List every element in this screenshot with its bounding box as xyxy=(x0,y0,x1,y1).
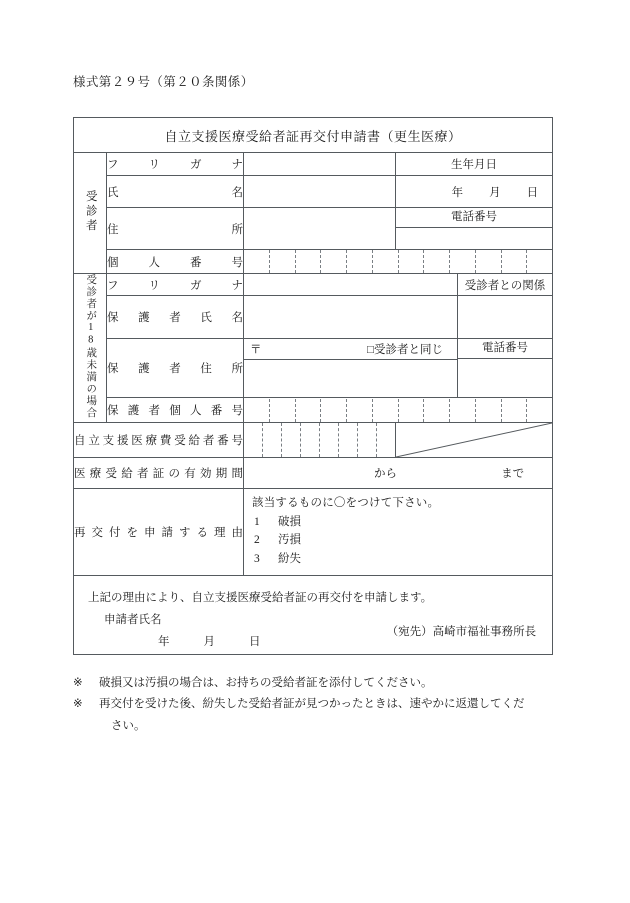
guardian-address-label-text: 保 護 者 住 所 xyxy=(107,363,243,376)
patient-furigana-input[interactable] xyxy=(244,153,396,176)
patient-address-row xyxy=(74,208,553,250)
mynumber-cell[interactable] xyxy=(399,399,425,422)
guardian-side-label xyxy=(74,274,107,423)
validity-period-input[interactable] xyxy=(244,458,553,489)
validity-period-label-text: 医 療 受 給 者 証 の 有 効 期 間 xyxy=(74,468,243,480)
footnotes xyxy=(73,673,573,737)
recipient-number-cell[interactable] xyxy=(320,423,339,457)
patient-address-label xyxy=(107,208,244,250)
guardian-address-label xyxy=(107,339,244,398)
mynumber-cell[interactable] xyxy=(321,399,347,422)
patient-birthdate-year: 年 xyxy=(451,186,464,199)
same-as-patient-checkbox[interactable]: □受診者と同じ xyxy=(367,344,443,357)
footnote-mark-icon: ※ xyxy=(73,698,83,711)
reason-options-cell xyxy=(244,489,553,576)
recipient-number-unused-area xyxy=(396,423,553,458)
mynumber-cell[interactable] xyxy=(450,399,476,422)
declaration-row xyxy=(74,575,553,654)
validity-period-label xyxy=(74,458,244,489)
patient-mynumber-label-text: 個 人 番 号 xyxy=(107,256,243,269)
patient-side-label-text: 受診者 xyxy=(84,189,97,234)
guardian-furigana-label xyxy=(107,274,244,296)
patient-phone-label: 電話番号 xyxy=(396,208,552,228)
recipient-number-label-text: 自 立 支 援 医 療 費 受 給 者 番 号 xyxy=(74,435,243,447)
patient-birthdate-ymd xyxy=(396,184,552,200)
mynumber-cell[interactable] xyxy=(476,399,502,422)
mynumber-cell[interactable] xyxy=(347,399,373,422)
footnote-2-text xyxy=(99,694,573,737)
recipient-number-label xyxy=(74,423,244,458)
mynumber-cell[interactable] xyxy=(270,399,296,422)
footnote-2 xyxy=(73,694,573,737)
mynumber-cell[interactable] xyxy=(527,399,552,422)
reason-option-2[interactable] xyxy=(252,531,552,550)
guardian-mynumber-row xyxy=(74,398,553,423)
reason-option-3-number: 3 xyxy=(254,552,260,565)
guardian-mynumber-label xyxy=(107,398,244,423)
patient-mynumber-grid xyxy=(244,250,552,273)
patient-address-label-text: 住 所 xyxy=(107,223,243,236)
guardian-phone-label: 電話番号 xyxy=(458,339,552,359)
mynumber-cell[interactable] xyxy=(270,250,296,273)
guardian-furigana-label-text: フ リ ガ ナ xyxy=(107,279,243,292)
reason-option-1-text: 破損 xyxy=(278,515,301,528)
guardian-name-row xyxy=(74,296,553,339)
patient-side-label xyxy=(74,153,107,274)
patient-address-input[interactable] xyxy=(244,208,396,250)
recipient-number-cell[interactable] xyxy=(339,423,358,457)
patient-birthdate-input[interactable] xyxy=(396,176,553,208)
reason-option-1[interactable] xyxy=(252,513,552,532)
reason-option-2-text: 汚損 xyxy=(278,534,301,547)
guardian-name-label-text: 保 護 者 氏 名 xyxy=(107,312,243,325)
patient-birthdate-day: 日 xyxy=(526,186,539,199)
guardian-postal-row xyxy=(244,339,457,360)
patient-furigana-row xyxy=(74,153,553,176)
mynumber-cell[interactable] xyxy=(450,250,476,273)
validity-from-label: から xyxy=(374,468,397,480)
reason-option-2-number: 2 xyxy=(254,534,260,547)
guardian-furigana-input[interactable] xyxy=(244,274,458,296)
guardian-mynumber-label-text: 保 護 者 個 人 番 号 xyxy=(107,405,243,418)
guardian-relation-label: 受診者との関係 xyxy=(458,274,553,296)
mynumber-cell[interactable] xyxy=(244,399,270,422)
patient-name-label xyxy=(107,176,244,208)
reason-instruction: 該当するものに〇をつけて下さい。 xyxy=(252,497,440,509)
application-form-table xyxy=(73,117,552,655)
guardian-furigana-row xyxy=(74,274,553,296)
form-title: 自立支援医療受給者証再交付申請書（更生医療） xyxy=(74,118,553,153)
reason-label xyxy=(74,489,244,576)
recipient-number-cell[interactable] xyxy=(282,423,301,457)
form-title-row xyxy=(74,118,553,153)
patient-furigana-label xyxy=(107,153,244,176)
reason-option-3[interactable] xyxy=(252,550,552,569)
recipient-number-input[interactable] xyxy=(244,423,396,458)
mynumber-cell[interactable] xyxy=(527,250,552,273)
recipient-number-cell[interactable] xyxy=(263,423,282,457)
mynumber-cell[interactable] xyxy=(476,250,502,273)
mynumber-cell[interactable] xyxy=(502,250,528,273)
mynumber-cell[interactable] xyxy=(296,399,322,422)
mynumber-cell[interactable] xyxy=(424,399,450,422)
recipient-number-cell[interactable] xyxy=(377,423,395,457)
guardian-address-cell xyxy=(244,339,458,398)
mynumber-cell[interactable] xyxy=(373,250,399,273)
guardian-name-label xyxy=(107,296,244,339)
footnote-mark-icon: ※ xyxy=(73,677,83,689)
patient-phone-cell xyxy=(396,208,553,250)
mynumber-cell[interactable] xyxy=(502,399,528,422)
guardian-mynumber-grid xyxy=(244,399,552,422)
guardian-phone-cell xyxy=(458,339,553,398)
validity-period-fields xyxy=(244,458,552,488)
patient-birthdate-label: 生年月日 xyxy=(396,153,553,176)
patient-furigana-label-text: フ リ ガ ナ xyxy=(107,159,243,171)
mynumber-cell[interactable] xyxy=(296,250,322,273)
declaration-statement: 上記の理由により、自立支援医療受給者証の再交付を申請します。 xyxy=(88,591,433,604)
validity-period-row xyxy=(74,458,553,489)
footnote-1 xyxy=(73,673,573,694)
footnote-2-line2: さい。 xyxy=(111,719,146,732)
patient-birthdate-month: 月 xyxy=(489,186,501,199)
mynumber-cell[interactable] xyxy=(373,399,399,422)
guardian-mynumber-input[interactable] xyxy=(244,398,553,423)
mynumber-cell[interactable] xyxy=(321,250,347,273)
patient-mynumber-label xyxy=(107,250,244,274)
recipient-number-grid xyxy=(244,423,395,457)
patient-mynumber-input[interactable] xyxy=(244,250,553,274)
recipient-number-cell[interactable] xyxy=(301,423,320,457)
applicant-name-label[interactable]: 申請者氏名 xyxy=(104,613,162,626)
patient-mynumber-row xyxy=(74,250,553,274)
reason-row xyxy=(74,489,553,576)
declaration-month-label: 月 xyxy=(203,636,215,649)
guardian-relation-input[interactable] xyxy=(458,296,553,339)
validity-to-label: まで xyxy=(501,468,525,480)
reason-options xyxy=(244,489,552,575)
mynumber-cell[interactable] xyxy=(424,250,450,273)
footnote-1-text: 破損又は汚損の場合は、お持ちの受給者証を添付してください。 xyxy=(99,677,433,689)
declaration-block xyxy=(74,576,552,654)
footnote-2-line1: 再交付を受けた後、紛失した受給者証が見つかったときは、速やかに返還してくだ xyxy=(99,698,525,711)
recipient-number-row xyxy=(74,423,553,458)
patient-name-row xyxy=(74,176,553,208)
recipient-number-cell[interactable] xyxy=(244,423,263,457)
declaration-year-label: 年 xyxy=(158,636,170,649)
form-number: 様式第２９号（第２０条関係） xyxy=(73,75,254,89)
mynumber-cell[interactable] xyxy=(347,250,373,273)
mynumber-cell[interactable] xyxy=(244,250,270,273)
guardian-address-row xyxy=(74,339,553,398)
diagonal-strike-icon xyxy=(396,423,552,457)
recipient-number-cell[interactable] xyxy=(358,423,377,457)
guardian-side-label-text: 受診者が18歳未満の場合 xyxy=(85,274,97,419)
mynumber-cell[interactable] xyxy=(399,250,425,273)
declaration-addressee: （宛先）高崎市福祉事務所長 xyxy=(386,626,537,639)
guardian-name-input[interactable] xyxy=(244,296,458,339)
patient-name-input[interactable] xyxy=(244,176,396,208)
declaration-day-label: 日 xyxy=(249,636,261,649)
postal-mark-icon: 〒 xyxy=(250,344,262,357)
reason-option-3-text: 紛失 xyxy=(278,552,301,565)
reason-label-text: 再 交 付 を 申 請 す る 理 由 xyxy=(74,526,243,539)
reason-option-1-number: 1 xyxy=(254,515,260,528)
declaration-cell xyxy=(74,575,553,654)
patient-name-label-text: 氏 名 xyxy=(107,186,243,199)
